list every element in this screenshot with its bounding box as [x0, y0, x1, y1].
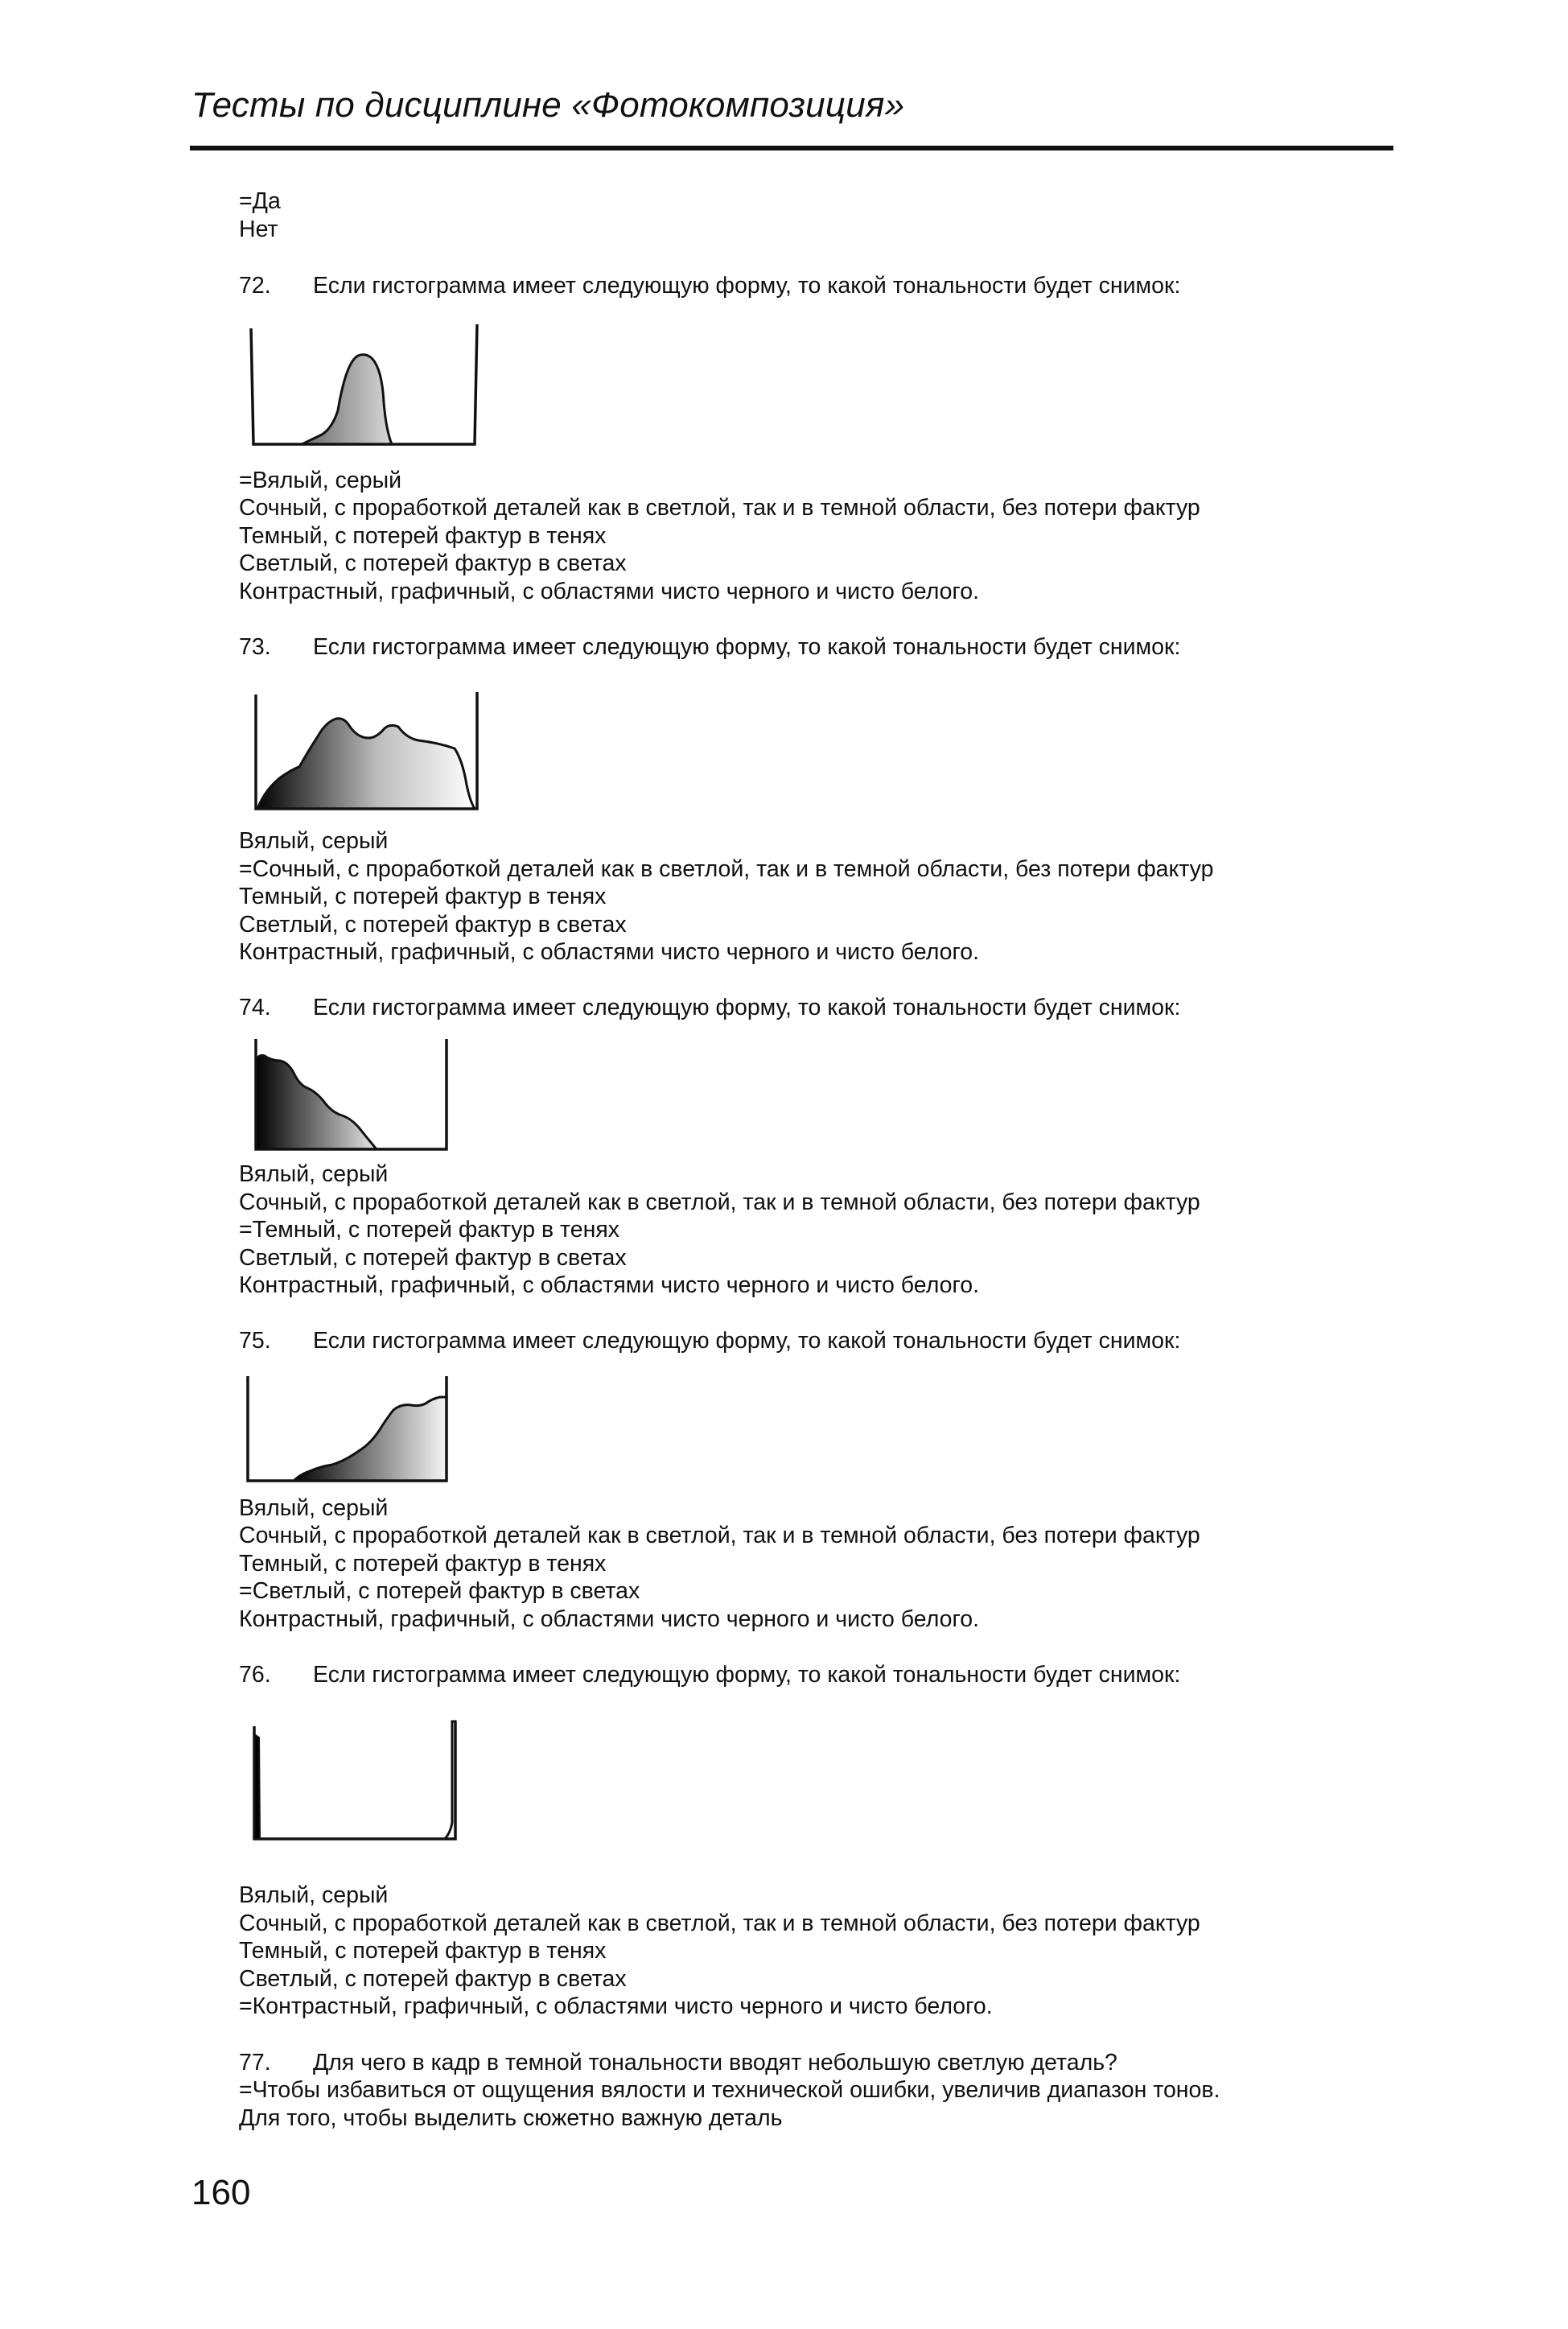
question-text: Если гистограмма имеет следующую форму, то какой тональности будет снимок: — [313, 273, 1181, 299]
answer-option: =Чтобы избавиться от ощущения вялости и технической ошибки, увеличив диапазон тонов. — [239, 2077, 1220, 2103]
header-rule — [190, 146, 1393, 150]
question-number: 75. — [239, 1328, 271, 1354]
answer-option: Темный, с потерей фактур в тенях — [239, 1551, 607, 1577]
question-number: 74. — [239, 995, 271, 1020]
histogram-73 — [249, 688, 483, 817]
question-number: 73. — [239, 634, 271, 660]
answer-option: Темный, с потерей фактур в тенях — [239, 1938, 607, 1964]
histogram-76 — [248, 1718, 465, 1847]
answer-option: =Сочный, с проработкой деталей как в светлой, так и в темной области, без потери фактур — [239, 856, 1214, 882]
page-header-title: Тесты по дисциплине «Фотокомпозиция» — [191, 85, 905, 125]
question-text: Для чего в кадр в темной тональности вводят небольшую светлую деталь? — [313, 2050, 1117, 2075]
answer-option: =Контрастный, графичный, с областями чисто черного и чисто белого. — [239, 1993, 993, 2019]
answer-option: Контрастный, графичный, с областями чисто черного и чисто белого. — [239, 1606, 980, 1632]
answer-option: =Да — [239, 188, 281, 214]
answer-option: Сочный, с проработкой деталей как в светлой, так и в темной области, без потери фактур — [239, 1523, 1200, 1548]
question-text: Если гистограмма имеет следующую форму, то какой тональности будет снимок: — [313, 995, 1181, 1020]
answer-option: Сочный, с проработкой деталей как в светлой, так и в темной области, без потери фактур — [239, 495, 1200, 521]
histogram-74 — [249, 1037, 455, 1157]
answer-option: =Светлый, с потерей фактур в светах — [239, 1578, 640, 1604]
answer-option: Сочный, с проработкой деталей как в светлой, так и в темной области, без потери фактур — [239, 1189, 1200, 1215]
question-text: Если гистограмма имеет следующую форму, то какой тональности будет снимок: — [313, 1328, 1181, 1354]
answer-option: Для того, чтобы выделить сюжетно важную деталь — [239, 2105, 783, 2131]
answer-option: Темный, с потерей фактур в тенях — [239, 523, 607, 549]
answer-option: =Темный, с потерей фактур в тенях — [239, 1217, 620, 1243]
question-number: 72. — [239, 273, 271, 299]
answer-option: Контрастный, графичный, с областями чисто черного и чисто белого. — [239, 579, 980, 604]
answer-option: Светлый, с потерей фактур в светах — [239, 1966, 627, 1992]
answer-option: Вялый, серый — [239, 1161, 389, 1187]
question-text: Если гистограмма имеет следующую форму, то какой тональности будет снимок: — [313, 1662, 1181, 1688]
answer-option: Вялый, серый — [239, 828, 389, 854]
answer-option: Нет — [239, 216, 278, 242]
question-text: Если гистограмма имеет следующую форму, то какой тональности будет снимок: — [313, 634, 1181, 660]
answer-option: Светлый, с потерей фактур в светах — [239, 1245, 627, 1271]
answer-option: Светлый, с потерей фактур в светах — [239, 912, 627, 938]
histogram-72 — [245, 322, 487, 451]
answer-option: Темный, с потерей фактур в тенях — [239, 884, 607, 909]
answer-option: Вялый, серый — [239, 1495, 389, 1521]
question-number: 76. — [239, 1662, 271, 1688]
answer-option: Светлый, с потерей фактур в светах — [239, 550, 627, 576]
answer-option: Вялый, серый — [239, 1882, 389, 1908]
answer-option: Сочный, с проработкой деталей как в светлой, так и в темной области, без потери фактур — [239, 1911, 1200, 1936]
question-number: 77. — [239, 2050, 271, 2075]
answer-option: Контрастный, графичный, с областями чисто черного и чисто белого. — [239, 1272, 980, 1298]
histogram-75 — [244, 1368, 457, 1489]
answer-option: Контрастный, графичный, с областями чисто черного и чисто белого. — [239, 939, 980, 965]
answer-option: =Вялый, серый — [239, 468, 401, 493]
page-number: 160 — [191, 2173, 251, 2212]
